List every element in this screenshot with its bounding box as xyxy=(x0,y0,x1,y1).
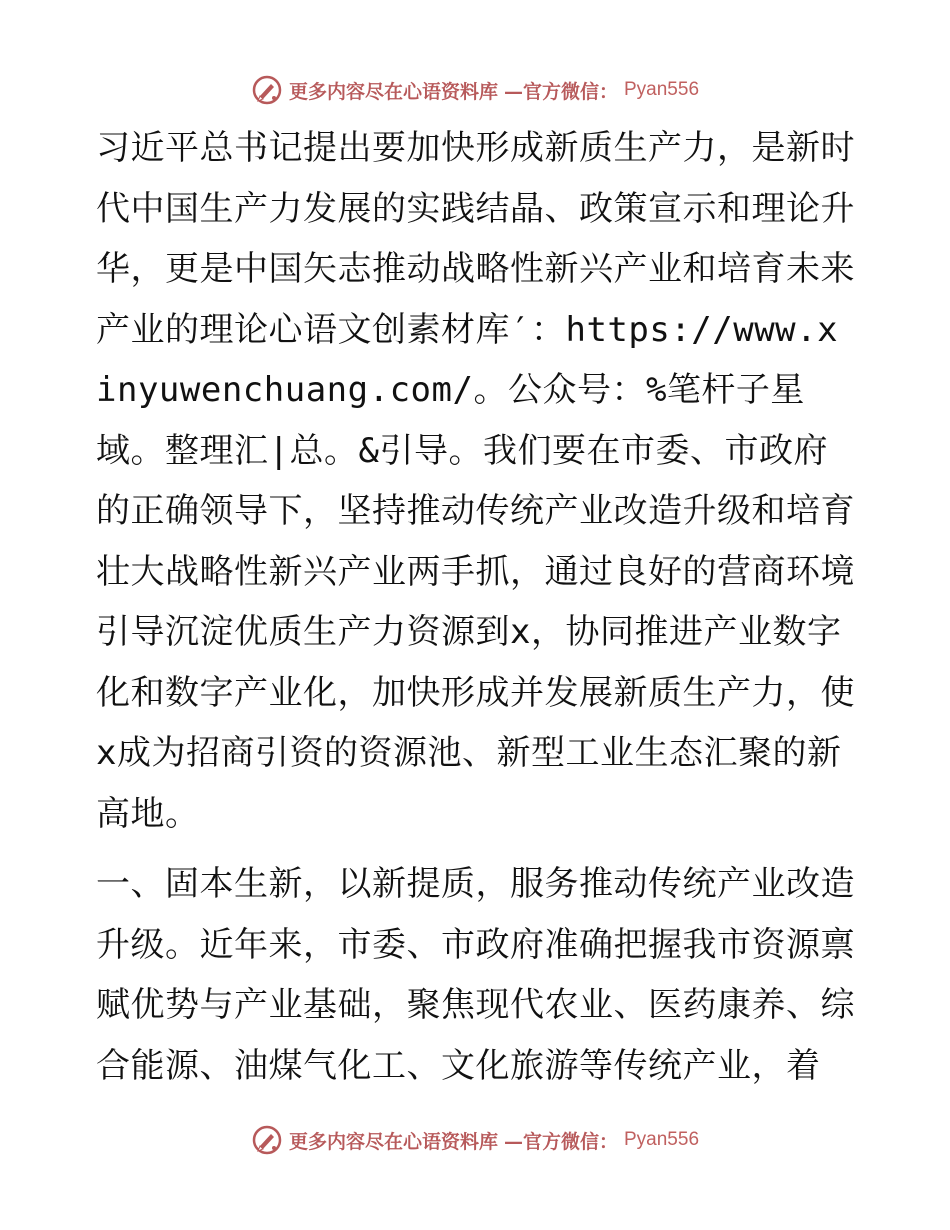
document-body xyxy=(96,118,856,1096)
pen-logo-icon xyxy=(251,1124,283,1156)
paragraph-intro: 习近平总书记提出要加快形成新质生产力，是新时代中国生产力发展的实践结晶、政策宣示和理论升华，更是中国矢志推动战略性新兴产业和培育未来产业的理论心语文创素材库′：https://www.xinyuwenchuang.com/。公众号：%笔杆子星域。整理汇|总。&引导。我们要在市委、市政府的正确领导下，坚持推动传统产业改造升级和培育壮大战略性新兴产业两手抓，通过良好的营商环境引导沉淀优质生产力资源到x，协同推进产业数字化和数字产业化，加快形成并发展新质生产力，使x成为招商引资的资源池、新型工业生态汇聚的新高地。 xyxy=(96,128,855,834)
watermark-separator: —官方微信： xyxy=(503,80,618,103)
watermark-wechat-id: Pyan556 xyxy=(624,79,700,100)
header-watermark xyxy=(0,72,950,108)
footer-watermark xyxy=(0,1122,950,1158)
watermark-wechat-id: Pyan556 xyxy=(624,1129,700,1150)
paragraph-section-one: 一、固本生新，以新提质，服务推动传统产业改造升级。近年来，市委、市政府准确把握我市资源禀赋优势与产业基础，聚焦现代农业、医药康养、综合能源、油煤气化工、文化旅游等传统产业，着 xyxy=(96,864,855,1086)
watermark-text: 更多内容尽在心语资料库 xyxy=(288,80,498,103)
pen-logo-icon xyxy=(251,74,283,106)
watermark-text: 更多内容尽在心语资料库 xyxy=(288,1130,498,1153)
watermark-separator: —官方微信： xyxy=(503,1130,618,1153)
